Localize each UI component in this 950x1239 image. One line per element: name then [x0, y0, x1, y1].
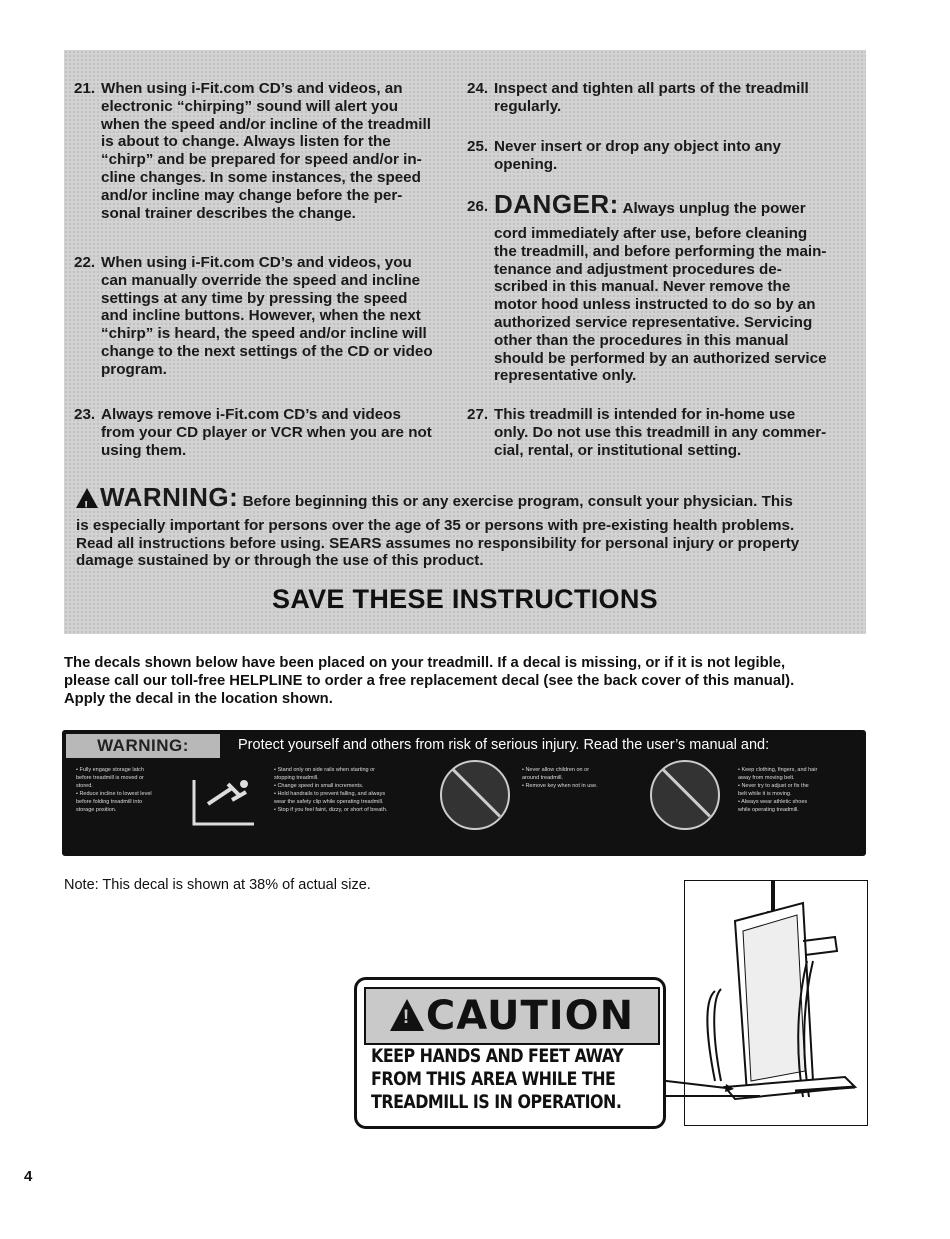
item-number: 23. — [74, 406, 96, 423]
item-line: only. Do not use this treadmill in any commer- — [494, 423, 827, 441]
warning-line: is especially important for persons over the age of 35 or persons with pre-existing health problems. — [76, 517, 795, 534]
item-line: settings at any time by pressing the speed — [101, 289, 408, 307]
item-line: sonal trainer describes the change. — [101, 204, 356, 222]
item-number: 26. — [467, 198, 489, 215]
item-line: using them. — [101, 441, 187, 459]
item-line: is about to change. Always listen for the — [101, 133, 391, 151]
decal-header-text: Protect yourself and others from risk of serious injury. Read the user’s manual and: — [238, 737, 770, 753]
item-line: When using i-Fit.com CD’s and videos, you — [101, 254, 412, 271]
instruction-item-25 — [467, 138, 857, 174]
item-line: the treadmill, and before performing the main- — [494, 242, 827, 260]
decal-size-note: Note: This decal is shown at 38% of actual size. — [64, 877, 371, 893]
instruction-item-22 — [74, 254, 464, 379]
warning-line: damage sustained by or through the use of this product. — [76, 552, 484, 569]
item-line: representative only. — [494, 367, 637, 385]
save-instructions-title: SAVE THESE INSTRUCTIONS — [272, 584, 658, 614]
item-line: When using i-Fit.com CD’s and videos, an — [101, 80, 403, 97]
warning-line: Before beginning this or any exercise program, consult your physician. This — [242, 493, 793, 510]
item-line: can manually override the speed and incline — [101, 271, 421, 289]
decal-column-2: • Stand only on side rails when starting or stopping treadmill. • Change speed in small increments. • Hold handrails to prevent falling, and always wear the safety clip while operating treadmill. • Stop if you feel faint, dizzy, or short of breath. — [274, 767, 388, 813]
no-children-icon — [440, 760, 510, 830]
item-line: cord immediately after use, before cleaning — [494, 225, 808, 242]
item-line: electronic “chirping” sound will alert you — [101, 97, 399, 115]
decal-column-1: • Fully engage storage latch before treadmill is moved or stored. • Reduce incline to lowest level before folding treadmill into storage position. — [76, 767, 152, 813]
item-number: 25. — [467, 138, 489, 155]
item-line: Always remove i-Fit.com CD’s and videos — [101, 406, 401, 423]
item-line: This treadmill is intended for in-home use — [494, 406, 796, 423]
caution-heading: CAUTION — [425, 993, 635, 1039]
item-line: when the speed and/or incline of the treadmill — [101, 115, 431, 133]
caution-triangle-icon — [390, 999, 424, 1031]
instruction-item-23 — [74, 406, 464, 459]
caution-line: FROM THIS AREA WHILE THE — [371, 1069, 616, 1090]
item-line: change to the next settings of the CD or video — [101, 342, 433, 360]
caution-header — [364, 987, 660, 1045]
item-line: program. — [101, 360, 167, 378]
item-line: Never insert or drop any object into any — [494, 138, 781, 155]
warning-line: Read all instructions before using. SEARS assumes no responsibility for personal injury or property — [76, 534, 800, 552]
item-number: 21. — [74, 80, 96, 97]
item-line: opening. — [494, 155, 558, 173]
item-line: scribed in this manual. Never remove the — [494, 278, 791, 296]
item-line: and incline buttons. However, when the next — [101, 307, 421, 325]
warning-paragraph — [76, 482, 860, 570]
item-line: from your CD player or VCR when you are not — [101, 423, 432, 441]
danger-heading: DANGER: — [494, 189, 619, 219]
intro-line: The decals shown below have been placed on your treadmill. If a decal is missing, or if it is not legible, — [64, 655, 786, 671]
decal-column-4: • Keep clothing, fingers, and hair away from moving belt. • Never try to adjust or fix the belt while it is moving. • Always wear athletic shoes while operating treadmill. — [738, 767, 818, 813]
caution-line: KEEP HANDS AND FEET AWAY — [371, 1046, 624, 1067]
intro-line: Apply the decal in the location shown. — [64, 691, 333, 707]
decal-header — [66, 734, 862, 758]
item-line: Inspect and tighten all parts of the treadmill — [494, 80, 809, 97]
item-number: 22. — [74, 254, 96, 271]
item-line: authorized service representative. Servicing — [494, 313, 813, 331]
instruction-item-21 — [74, 80, 464, 222]
item-line: should be performed by an authorized service — [494, 349, 827, 367]
item-number: 24. — [467, 80, 489, 97]
caution-pointer-lines — [650, 1070, 770, 1120]
decal-warning-label: WARNING: — [66, 734, 220, 758]
instruction-item-26 — [467, 188, 859, 385]
page-number: 4 — [24, 1168, 33, 1185]
warning-decal — [62, 730, 866, 856]
item-line: cline changes. In some instances, the speed — [101, 168, 421, 186]
item-line: “chirp” is heard, the speed and/or incline will — [101, 325, 427, 343]
item-line: “chirp” and be prepared for speed and/or in- — [101, 151, 422, 169]
item-line: other than the procedures in this manual — [494, 331, 789, 349]
instruction-item-27 — [467, 406, 859, 459]
item-line: motor hood unless instructed to do so by an — [494, 296, 816, 314]
item-line: tenance and adjustment procedures de- — [494, 260, 782, 278]
no-hands-near-belt-icon — [650, 760, 720, 830]
intro-line: please call our toll-free HELPLINE to order a free replacement decal (see the back cover of this manual). — [64, 673, 795, 689]
item-line: cial, rental, or institutional setting. — [494, 441, 742, 459]
item-line: Always unplug the power — [622, 200, 806, 217]
folding-treadmill-icon — [188, 774, 260, 830]
item-line: and/or incline may change before the per- — [101, 186, 403, 204]
caution-line: TREADMILL IS IN OPERATION. — [371, 1092, 622, 1113]
item-number: 27. — [467, 406, 489, 423]
decal-column-3: • Never allow children on or around treadmill. • Remove key when not in use. — [522, 767, 598, 789]
caution-decal — [354, 977, 666, 1129]
decal-intro-paragraph — [64, 654, 864, 708]
warning-triangle-icon — [76, 488, 98, 508]
instruction-item-24 — [467, 80, 857, 116]
item-line: regularly. — [494, 97, 562, 115]
warning-heading: WARNING: — [100, 482, 239, 512]
